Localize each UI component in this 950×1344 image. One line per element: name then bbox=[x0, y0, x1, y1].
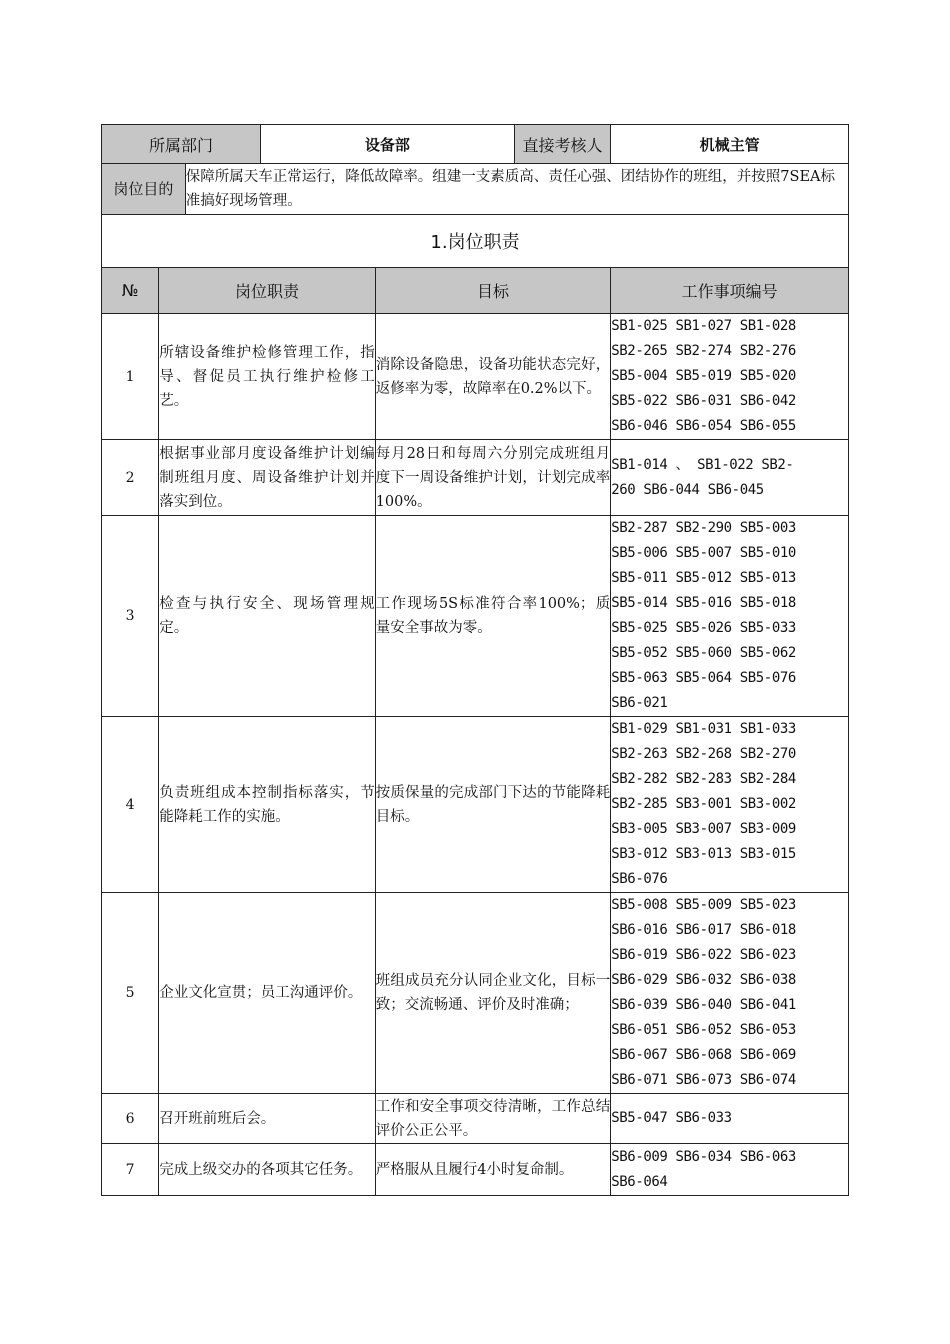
row-goal: 按质保量的完成部门下达的节能降耗目标。 bbox=[375, 717, 611, 893]
row-goal: 严格服从且履行4小时复命制。 bbox=[375, 1144, 611, 1196]
row-codes: SB5-008 SB5-009 SB5-023 SB6-016 SB6-017 SB6-018 SB6-019 SB6-022 SB6-023 SB6-029 SB6-032 SB6-038 SB6-039 SB6-040 SB6-041 SB6-051 SB6-052 SB6-053 SB6-067 SB6-068 SB6-069 SB6-071 SB6-073 SB6-074 bbox=[611, 893, 849, 1094]
section-title-row bbox=[102, 215, 849, 268]
reviewer-label: 直接考核人 bbox=[514, 125, 611, 164]
row-codes: SB1-025 SB1-027 SB1-028 SB2-265 SB2-274 SB2-276 SB5-004 SB5-019 SB5-020 SB5-022 SB6-031 SB6-042 SB6-046 SB6-054 SB6-055 bbox=[611, 314, 849, 440]
column-header-no: № bbox=[102, 268, 159, 314]
job-description-table bbox=[101, 124, 849, 1196]
row-number: 4 bbox=[102, 717, 159, 893]
table-row bbox=[102, 516, 849, 717]
dept-value: 设备部 bbox=[261, 125, 515, 164]
section-title: 1.岗位职责 bbox=[102, 215, 849, 268]
column-header-codes: 工作事项编号 bbox=[611, 268, 849, 314]
row-codes: SB2-287 SB2-290 SB5-003 SB5-006 SB5-007 SB5-010 SB5-011 SB5-012 SB5-013 SB5-014 SB5-016 SB5-018 SB5-025 SB5-026 SB5-033 SB5-052 SB5-060 SB5-062 SB5-063 SB5-064 SB5-076 SB6-021 bbox=[611, 516, 849, 717]
dept-label: 所属部门 bbox=[102, 125, 261, 164]
row-codes: SB1-029 SB1-031 SB1-033 SB2-263 SB2-268 SB2-270 SB2-282 SB2-283 SB2-284 SB2-285 SB3-001 SB3-002 SB3-005 SB3-007 SB3-009 SB3-012 SB3-013 SB3-015 SB6-076 bbox=[611, 717, 849, 893]
row-goal: 消除设备隐患，设备功能状态完好，返修率为零，故障率在0.2%以下。 bbox=[375, 314, 611, 440]
row-number: 2 bbox=[102, 440, 159, 516]
column-header-duty: 岗位职责 bbox=[159, 268, 375, 314]
row-duty: 所辖设备维护检修管理工作，指导、督促员工执行维护检修工艺。 bbox=[159, 314, 375, 440]
table-row bbox=[102, 893, 849, 1094]
table-row bbox=[102, 717, 849, 893]
purpose-row bbox=[102, 164, 849, 215]
row-duty: 负责班组成本控制指标落实，节能降耗工作的实施。 bbox=[159, 717, 375, 893]
reviewer-value: 机械主管 bbox=[611, 125, 849, 164]
row-goal: 工作现场5S标准符合率100%；质量安全事故为零。 bbox=[375, 516, 611, 717]
row-duty: 召开班前班后会。 bbox=[159, 1094, 375, 1144]
purpose-text: 保障所属天车正常运行，降低故障率。组建一支素质高、责任心强、团结协作的班组，并按照7SEA标准搞好现场管理。 bbox=[185, 164, 848, 215]
row-codes: SB5-047 SB6-033 bbox=[611, 1094, 849, 1144]
purpose-label: 岗位目的 bbox=[102, 164, 186, 215]
row-number: 5 bbox=[102, 893, 159, 1094]
table-row bbox=[102, 440, 849, 516]
row-duty: 企业文化宣贯；员工沟通评价。 bbox=[159, 893, 375, 1094]
row-number: 7 bbox=[102, 1144, 159, 1196]
table-row bbox=[102, 314, 849, 440]
table-row bbox=[102, 1144, 849, 1196]
row-codes: SB1-014 、 SB1-022 SB2- 260 SB6-044 SB6-045 bbox=[611, 440, 849, 516]
row-number: 3 bbox=[102, 516, 159, 717]
row-duty: 完成上级交办的各项其它任务。 bbox=[159, 1144, 375, 1196]
row-number: 1 bbox=[102, 314, 159, 440]
row-goal: 班组成员充分认同企业文化，目标一致；交流畅通、评价及时准确； bbox=[375, 893, 611, 1094]
row-codes: SB6-009 SB6-034 SB6-063 SB6-064 bbox=[611, 1144, 849, 1196]
row-duty: 检查与执行安全、现场管理规定。 bbox=[159, 516, 375, 717]
row-goal: 每月28日和每周六分别完成班组月度下一周设备维护计划，计划完成率100%。 bbox=[375, 440, 611, 516]
column-header-row bbox=[102, 268, 849, 314]
row-number: 6 bbox=[102, 1094, 159, 1144]
column-header-goal: 目标 bbox=[375, 268, 611, 314]
header-row bbox=[102, 125, 849, 164]
row-goal: 工作和安全事项交待清晰，工作总结评价公正公平。 bbox=[375, 1094, 611, 1144]
table-row bbox=[102, 1094, 849, 1144]
row-duty: 根据事业部月度设备维护计划编制班组月度、周设备维护计划并落实到位。 bbox=[159, 440, 375, 516]
